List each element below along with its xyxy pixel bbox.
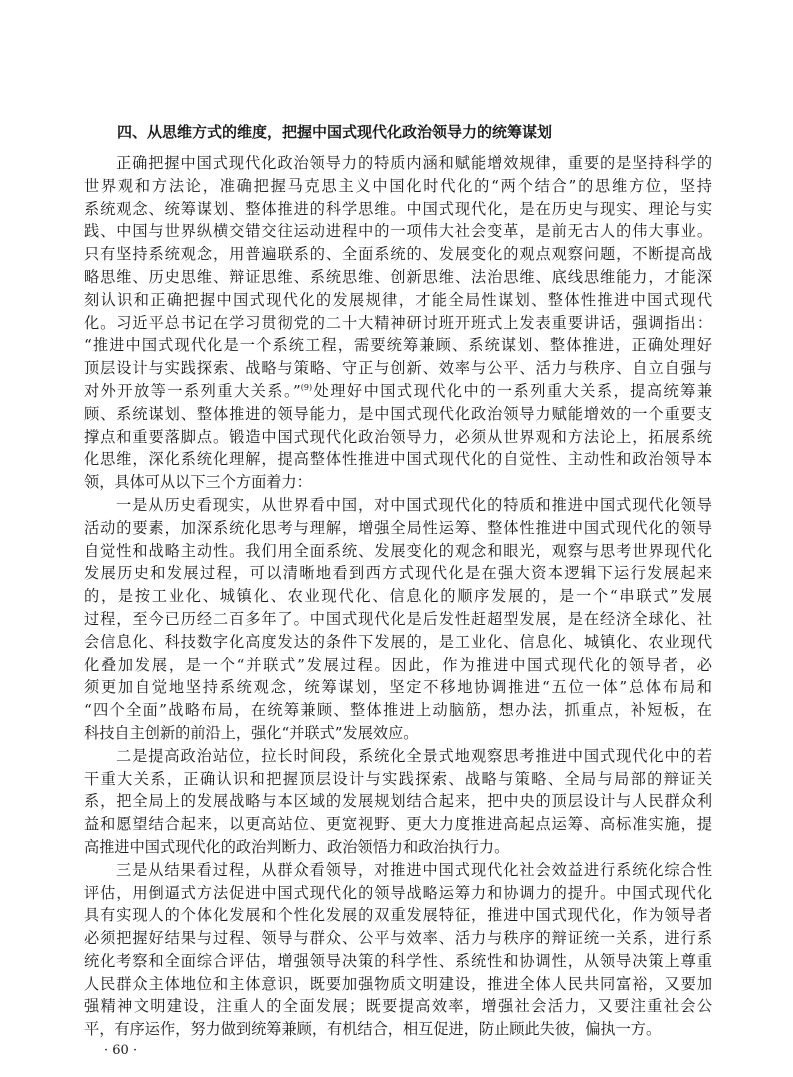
article-body	[84, 121, 712, 1041]
text-line: 二是提高政治站位，拉长时间段，系统化全景式地观察思考推进中国式现代化中的若	[116, 746, 712, 765]
text-line: 撑点和重要落脚点。锻造中国式现代化政治领导力，必须从世界观和方法论上，拓展系统	[84, 427, 712, 446]
text-line: 践、中国与世界纵横交错交往运动进程中的一项伟大社会变革，是前无古人的伟大事业。	[84, 222, 712, 241]
text-line: 化。习近平总书记在学习贯彻党的二十大精神研讨班开班式上发表重要讲话，强调指出：	[84, 313, 712, 332]
text-line: 顾、系统谋划、整体推进的领导能力，是中国式现代化政治领导力赋能增效的一个重要支	[84, 404, 712, 423]
text-line: 须更加自觉地坚持系统观念，统筹谋划，坚定不移地协调推进“五位一体”总体布局和	[84, 678, 712, 697]
paragraphs	[84, 152, 712, 1041]
text-line: 刻认识和正确把握中国式现代化的发展规律，才能全局性谋划、整体性推进中国式现代	[84, 290, 712, 309]
text-line: 只有坚持系统观念，用普遍联系的、全面系统的、发展变化的观点观察问题，不断提高战	[84, 245, 712, 264]
text-line: “四个全面”战略布局，在统筹兼顾、整体推进上动脑筋，想办法，抓重点，补短板，在	[84, 701, 712, 720]
text-line: 略思维、历史思维、辩证思维、系统思维、创新思维、法治思维、底线思维能力，才能深	[84, 267, 712, 286]
text-line: 系统观念、统筹谋划、整体推进的科学思维。中国式现代化，是在历史与现实、理论与实	[84, 199, 712, 218]
text-line: “推进中国式现代化是一个系统工程，需要统筹兼顾、系统谋划、整体推进，正确处理好	[84, 336, 712, 355]
text-line: 三是从结果看过程，从群众看领导，对推进中国式现代化社会效益进行系统化综合性	[116, 860, 712, 879]
section-heading: 四、从思维方式的维度，把握中国式现代化政治领导力的统筹谋划	[117, 123, 553, 141]
text-line: 高推进中国式现代化的政治判断力、政治领悟力和政治执行力。	[84, 837, 510, 856]
text-line	[84, 380, 712, 403]
text-line: 必须把握好结果与过程、领导与群众、公平与效率、活力与秩序的辩证统一关系，进行系	[84, 929, 712, 948]
page-number: · 60 ·	[104, 1043, 138, 1058]
text-line: 正确把握中国式现代化政治领导力的特质内涵和赋能增效规律，重要的是坚持科学的	[116, 154, 712, 172]
text-line: 一是从历史看现实，从世界看中国，对中国式现代化的特质和推进中国式现代化领导	[116, 495, 712, 514]
text-line: 统化考察和全面综合评估，增强领导决策的科学性、系统性和协调性，从领导决策上尊重	[84, 951, 712, 970]
paragraph	[84, 745, 712, 859]
text-line: 世界观和方法论，准确把握马克思主义中国化时代化的“两个结合”的思维方位，坚持	[84, 176, 712, 195]
text-line: 化思维，深化系统化理解，提高整体性推进中国式现代化的自觉性、主动性和政治领导本	[84, 450, 712, 469]
paragraph	[84, 859, 712, 1041]
text-line: 人民群众主体地位和主体意识，既要加强物质文明建设，推进全体人民共同富裕，又要加	[84, 974, 712, 993]
text-line: 的，是按工业化、城镇化、农业现代化、信息化的顺序发展的，是一个“串联式”发展	[84, 587, 712, 606]
text-line: 过程，至今已历经二百多年了。中国式现代化是后发性赶超型发展，是在经济全球化、社	[84, 609, 712, 628]
paragraph	[84, 494, 712, 745]
text-line: 强精神文明建设，注重人的全面发展；既要提高效率，增强社会活力，又要注重社会公	[84, 997, 712, 1016]
text-line: 会信息化、科技数字化高度发达的条件下发展的，是工业化、信息化、城镇化、农业现代	[84, 632, 712, 651]
text-line: 活动的要素，加深系统化思考与理解，增强全局性运筹、整体性推进中国式现代化的领导	[84, 518, 712, 537]
text-line: 顶层设计与实践探索、战略与策略、守正与创新、效率与公平、活力与秩序、自立自强与	[84, 359, 712, 378]
text-line: 益和愿望结合起来，以更高站位、更宽视野、更大力度推进高起点运筹、高标准实施，提	[84, 815, 712, 834]
text-line: 系，把全局上的发展战略与本区域的发展规划结合起来，把中央的顶层设计与人民群众利	[84, 792, 712, 811]
text-line: 领，具体可从以下三个方面着力：	[84, 473, 312, 492]
text-line: 平，有序运作，努力做到统筹兼顾，有机结合，相互促进，防止顾此失彼，偏执一方。	[84, 1020, 662, 1039]
text-line: 评估，用倒逼式方法促进中国式现代化的领导战略运筹力和协调力的提升。中国式现代化	[84, 883, 712, 902]
text-line: 干重大关系，正确认识和把握顶层设计与实践探索、战略与策略、全局与局部的辩证关	[84, 769, 712, 788]
text-line: 科技自主创新的前沿上，强化“并联式”发展效应。	[84, 723, 419, 742]
paragraph	[84, 152, 712, 494]
text-segment: 处理好中国式现代化中的一系列重大关系，提高统筹兼	[312, 381, 713, 400]
text-line: 化叠加发展，是一个“并联式”发展过程。因此，作为推进中国式现代化的领导者，必	[84, 655, 712, 674]
text-line: 具有实现人的个体化发展和个性化发展的双重发展特征，推进中国式现代化，作为领导者	[84, 906, 712, 925]
text-line: 自觉性和战略主动性。我们用全面系统、发展变化的观念和眼光，观察与思考世界现代化	[84, 541, 712, 560]
text-line: 发展历史和发展过程，可以清晰地看到西方式现代化是在强大资本逻辑下运行发展起来	[84, 564, 712, 583]
text-segment: 对外开放等一系列重大关系。”	[84, 381, 301, 400]
footnote-reference: (9)	[300, 382, 313, 392]
